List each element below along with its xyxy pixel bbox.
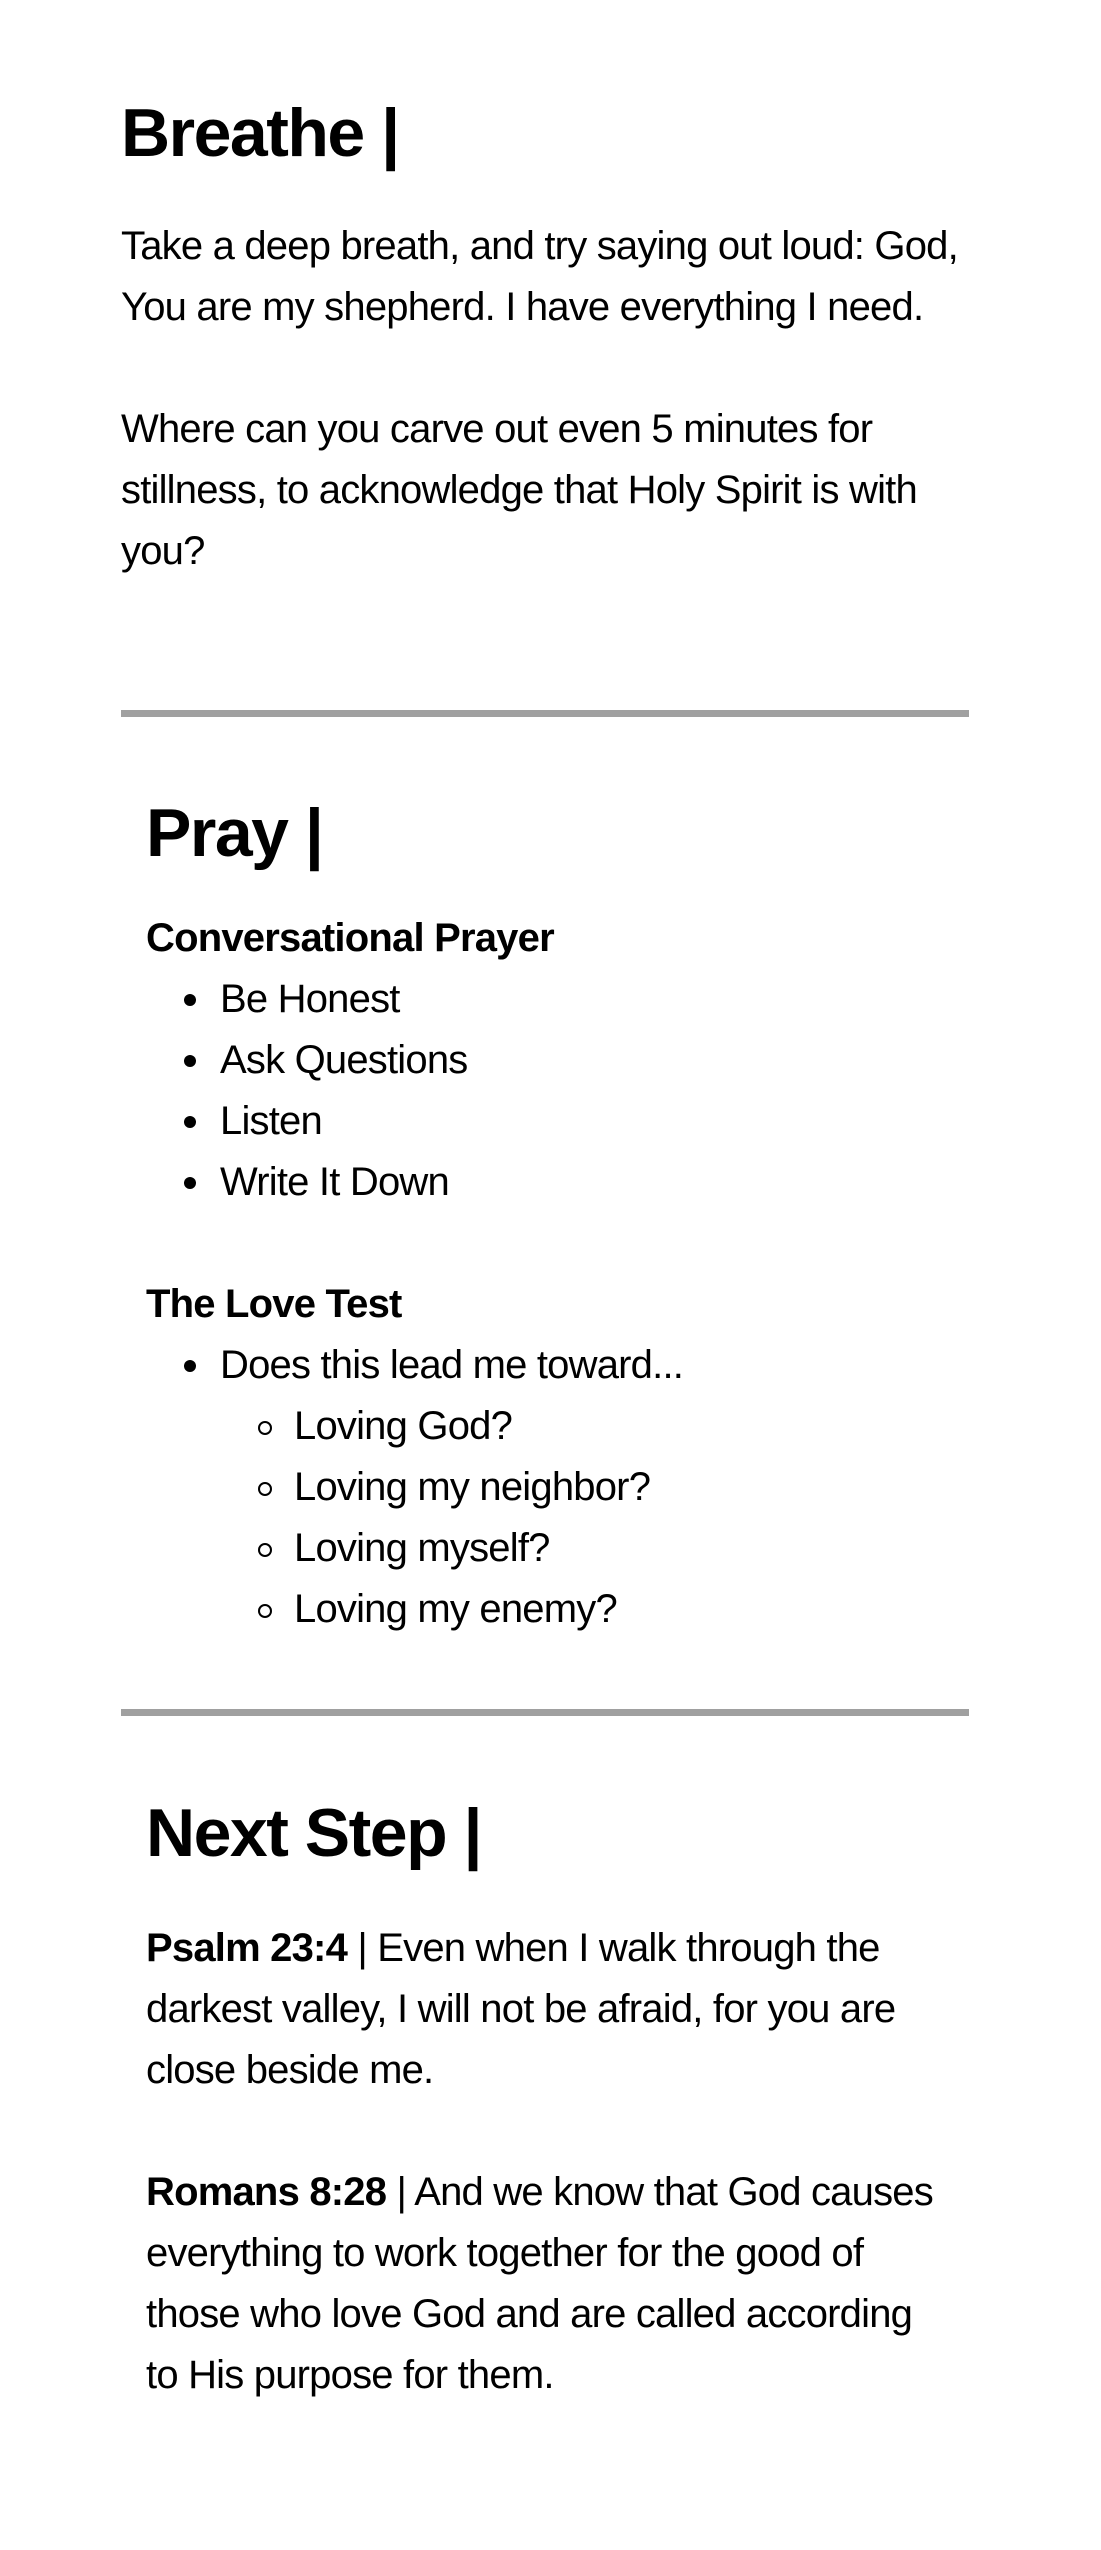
section-divider [121,710,969,717]
bullet-icon [184,1116,196,1128]
list-item [146,1091,966,1152]
sub-list-item [146,1579,966,1640]
pray-title: Pray | [146,795,323,871]
verse-romans [146,2162,946,2406]
bullet-icon [184,994,196,1006]
verse-text: | Even when I walk through the darkest valley, I will not be afraid, for you are close beside me. [146,1926,896,2092]
conversational-prayer-heading: Conversational Prayer [146,916,554,960]
list-item [146,1030,966,1091]
verse-reference: Romans 8:28 [146,2170,387,2214]
love-test-heading: The Love Test [146,1282,402,1326]
next-step-title: Next Step | [146,1795,482,1871]
list-item-label: Does this lead me toward... [220,1343,684,1387]
breathe-paragraph: Take a deep breath, and try saying out loud: God, You are my shepherd. I have everything I need. [121,224,958,329]
breathe-question: Where can you carve out even 5 minutes for stillness, to acknowledge that Holy Spirit is with you? [121,407,917,573]
verse-text: | And we know that God causes everything to work together for the good of those who love God and are called according to His purpose for them. [146,2170,933,2397]
list-item [146,1335,966,1396]
breathe-title: Breathe | [121,95,399,171]
sub-list-item [146,1457,966,1518]
sub-list-item-label: Loving myself? [294,1526,550,1570]
bullet-icon [184,1360,196,1372]
next-step-section [146,1788,946,2406]
list-item-label: Write It Down [220,1160,449,1204]
sub-list-item [146,1518,966,1579]
sub-list-item-label: Loving God? [294,1404,513,1448]
sub-list-item-label: Loving my enemy? [294,1587,617,1631]
bullet-icon [184,1177,196,1189]
hollow-bullet-icon [258,1604,272,1618]
love-test-sublist [146,1396,966,1640]
list-item-label: Listen [220,1099,322,1143]
section-divider [121,1709,969,1716]
breathe-section [121,88,971,582]
love-test-list [146,1335,966,1396]
list-item [146,1152,966,1213]
verse-psalm [146,1918,946,2101]
list-item-label: Ask Questions [220,1038,468,1082]
pray-section [146,788,966,1640]
hollow-bullet-icon [258,1543,272,1557]
hollow-bullet-icon [258,1482,272,1496]
hollow-bullet-icon [258,1421,272,1435]
list-item-label: Be Honest [220,977,400,1021]
conversational-prayer-list [146,969,966,1213]
list-item [146,969,966,1030]
sub-list-item-label: Loving my neighbor? [294,1465,651,1509]
bullet-icon [184,1055,196,1067]
verse-reference: Psalm 23:4 [146,1926,348,1970]
sub-list-item [146,1396,966,1457]
